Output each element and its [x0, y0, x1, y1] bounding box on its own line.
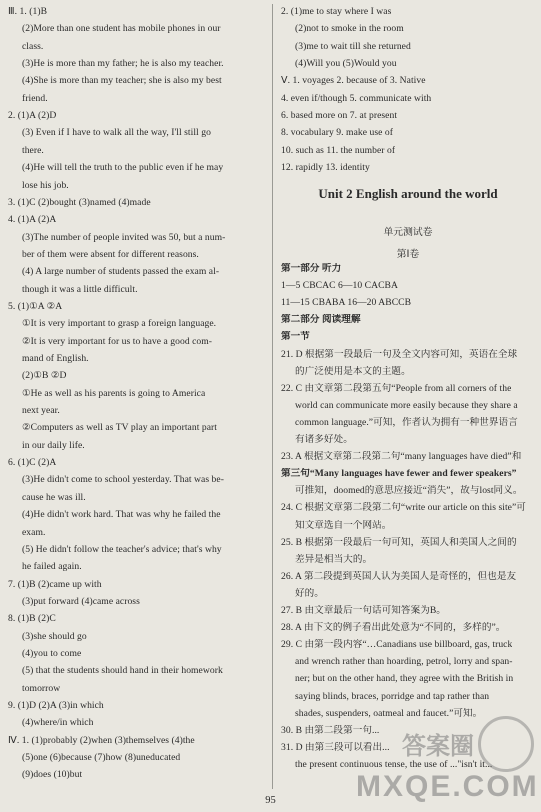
right_bottom-line: 28. A 由下文的例子看出此处意为“不同的，多样的”。 — [281, 622, 506, 634]
left-line: 9. (1)D (2)A (3)in which — [8, 700, 104, 711]
right_bottom-line: 差异是相当大的。 — [295, 553, 373, 565]
left-line: mand of English. — [22, 353, 89, 364]
right_top-line: 4. even if/though 5. communicate with — [281, 92, 432, 104]
right_bottom-line: saying blinds, braces, porridge and tap rather than — [295, 690, 490, 702]
right_top-line: 10. such as 11. the number of — [281, 144, 396, 156]
right_bottom-line: 24. C 根据文章第二段第二句“write our article on this site”可 — [281, 502, 526, 514]
right_bottom-line: 第一节 — [281, 331, 310, 343]
watermark-site: MXQE.COM — [356, 770, 539, 803]
left-line: (3) Even if I have to walk all the way, I'll still go — [22, 127, 211, 139]
right_bottom-line: 1—5 CBCAC 6—10 CACBA — [281, 280, 398, 292]
left-line: (3)He didn't come to school yesterday. That was be- — [22, 474, 224, 486]
left-line: ①It is very important to grasp a foreign language. — [22, 318, 217, 330]
right_bottom-line: 知文章选自一个网站。 — [295, 519, 392, 531]
right_top-line: 6. based more on 7. at present — [281, 110, 398, 122]
column-divider — [272, 4, 273, 789]
right_bottom-line: 26. A 第二段提到英国人认为美国人是奇怪的，但也是友 — [281, 570, 517, 582]
right_top-line: 12. rapidly 13. identity — [281, 162, 370, 174]
left-line: (5) He didn't follow the teacher's advice; that's why — [22, 543, 222, 555]
left-line: ②It is very important for us to have a good com- — [22, 335, 213, 347]
left-line: (3)she should go — [22, 630, 87, 642]
left-line: Ⅳ. 1. (1)probably (2)when (3)themselves (4)the — [8, 734, 195, 746]
right_top-line: (4)Will you (5)Would you — [295, 58, 397, 70]
left-line: 8. (1)B (2)C — [8, 613, 56, 625]
right_bottom-line: 11—15 CBABA 16—20 ABCCB — [281, 297, 412, 309]
left-line: tomorrow — [22, 682, 61, 694]
left-line: though it was a little difficult. — [22, 283, 138, 295]
right_bottom-line: 23. A 根据文章第二段第二句“many languages have died”和 — [281, 451, 522, 463]
right_top-line: 2. (1)me to stay where I was — [281, 6, 392, 17]
right_top-line: (3)me to wait till she returned — [295, 40, 411, 52]
right_bottom-line: world can communicate more easily because they share a — [295, 399, 518, 411]
left-line: (5)one (6)because (7)how (8)uneducated — [22, 752, 181, 764]
right_bottom-line: 有诸多好处。 — [295, 434, 353, 445]
left-line: ①He as well as his parents is going to America — [22, 387, 206, 399]
right_bottom-line: 第三句“Many languages have fewer and fewer speakers” — [281, 468, 517, 480]
right_bottom-line: 30. B 由第二段第一句... — [281, 724, 380, 736]
left-line: (3)He is more than my father; he is also my teacher. — [22, 58, 224, 70]
left-line: (4) A large number of students passed the exam al- — [22, 266, 220, 278]
left-line: 4. (1)A (2)A — [8, 214, 57, 226]
right_bottom-line: 25. B 根据第一段最后一句可知，英国人和美国人之间的 — [281, 536, 517, 548]
left-line: ber of them were absent for different reasons. — [22, 248, 199, 260]
left-line: exam. — [22, 526, 46, 538]
left-line: ②Computers as well as TV play an important part — [22, 422, 217, 434]
page-number: 95 — [265, 795, 276, 806]
right_bottom-line: the present continuous tense, the use of ..."isn't it... — [295, 758, 493, 770]
left-line: in our daily life. — [22, 439, 85, 451]
right_bottom-line: 27. B 由文章最后一句话可知答案为B。 — [281, 605, 446, 616]
left-line: (3)The number of people invited was 50, but a num- — [22, 231, 226, 243]
right_bottom-line: 31. D 由第三段可以看出... — [281, 741, 390, 753]
watermark-logo-icon — [478, 716, 534, 772]
left-line: there. — [22, 144, 44, 156]
right_top-line: 8. vocabulary 9. make use of — [281, 127, 393, 139]
left-line: 7. (1)B (2)came up with — [8, 578, 102, 590]
volume-title: 第Ⅰ卷 — [396, 249, 420, 260]
unit-title: Unit 2 English around the world — [318, 186, 498, 201]
left-line: (4)She is more than my teacher; she is also my best — [22, 75, 222, 87]
left-line: cause he was ill. — [22, 491, 86, 503]
right_bottom-line: shades, suspenders, oatmeal and faucet.”可知。 — [295, 707, 483, 719]
left-line: (4)where/in which — [22, 717, 94, 729]
right_bottom-line: common language.”可知，作者认为拥有一种世界语言 — [295, 416, 518, 428]
right_bottom-line: 第二部分 阅读理解 — [281, 314, 361, 326]
left-line: lose his job. — [22, 179, 69, 191]
right_bottom-line: 29. C 由第一段内容“…Canadians use billboard, gas, truck — [281, 639, 513, 651]
right_top-line: Ⅴ. 1. voyages 2. because of 3. Native — [281, 75, 426, 87]
left-line: he failed again. — [22, 561, 82, 573]
left-line: (3)put forward (4)came across — [22, 595, 140, 607]
left-line: (5) that the students should hand in their homework — [22, 665, 223, 677]
right_top-line: (2)not to smoke in the room — [295, 23, 404, 35]
right_bottom-line: 好的。 — [295, 587, 324, 599]
left-line: (2)More than one student has mobile phones in our — [22, 23, 221, 35]
right_bottom-line: 21. D 根据第一段最后一句及全文内容可知，英语在全球 — [281, 348, 518, 360]
left-line: (4)He didn't work hard. That was why he failed the — [22, 509, 221, 521]
right_bottom-line: 可推知，doomed的意思应接近“消失”，故与lost同义。 — [295, 485, 523, 497]
watermark-chars: 答案圈 — [402, 733, 474, 760]
right_bottom-line: 的广泛使用是本文的主题。 — [295, 365, 411, 377]
left-line: 3. (1)C (2)bought (3)named (4)made — [8, 196, 151, 208]
right_bottom-line: ner; but on the other hand, they agree with the British in — [295, 673, 514, 685]
left-line: (4)He will tell the truth to the public even if he may — [22, 162, 224, 174]
left-line: (2)①B ②D — [22, 370, 67, 382]
left-line: class. — [22, 40, 44, 52]
left-line: 5. (1)①A ②A — [8, 300, 63, 312]
left-line: friend. — [22, 92, 48, 104]
left-line: (9)does (10)but — [22, 769, 83, 781]
left-line: next year. — [22, 405, 60, 417]
left-line: 2. (1)A (2)D — [8, 110, 57, 122]
test-title: 单元测试卷 — [383, 227, 433, 238]
right_bottom-line: 22. C 由文章第二段第五句“People from all corners of the — [281, 382, 512, 394]
right_bottom-line: 第一部分 听力 — [281, 263, 342, 274]
left-line: Ⅲ. 1. (1)B — [8, 6, 48, 17]
left-line: (4)you to come — [22, 647, 82, 659]
left-line: 6. (1)C (2)A — [8, 457, 57, 469]
right_bottom-line: and wrench rather than hoarding, petrol, lorry and span- — [295, 656, 513, 668]
